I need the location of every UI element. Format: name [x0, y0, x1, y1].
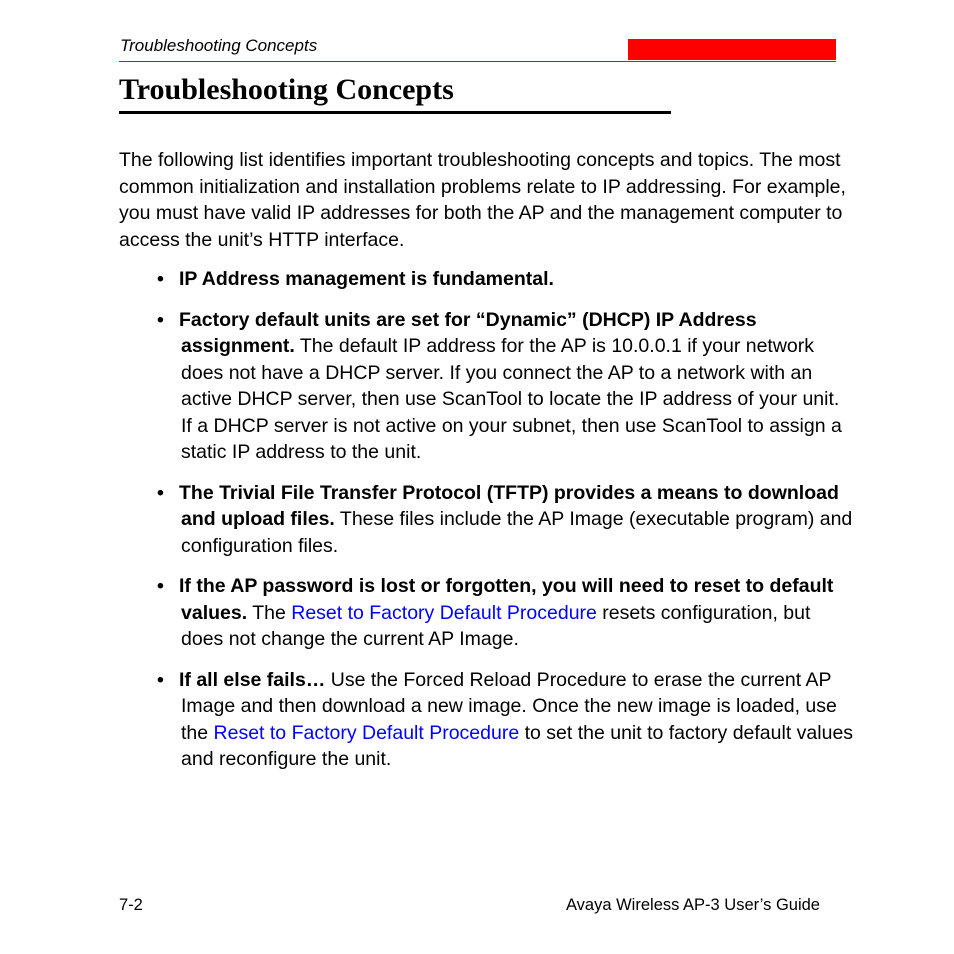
- bullet-icon: •: [157, 308, 164, 331]
- intro-paragraph: The following list identifies important troubleshooting concepts and topics. The most common initialization and installation problems relate to IP addressing. For example, you must have valid IP addresses for both the AP and the management computer to access the unit’s HTTP interface.: [119, 149, 846, 251]
- bullet-icon: •: [157, 575, 164, 597]
- list-item-text: resets configuration, but does not change the current AP Image.: [181, 601, 811, 650]
- list-item: [119, 307, 854, 466]
- title-underline: [119, 111, 671, 114]
- list-item-text: These files include the AP Image (executable program) and configuration files.: [181, 508, 853, 557]
- page-number: 7-2: [119, 896, 143, 914]
- list-item: [119, 667, 854, 773]
- footer-book-title: Avaya Wireless AP-3 User’s Guide: [565, 896, 820, 914]
- list-item-text: The default IP address for the AP is 10.0.0.1 if your network does not have a DHCP server. If you connect the AP to a network with an active DHCP server, then use ScanTool to locate the IP address of your unit. If a DHCP server is not active on your subnet, then use ScanTool to assign a static IP address to the unit.: [181, 335, 842, 463]
- page-title: Troubleshooting Concepts: [119, 73, 454, 106]
- reset-procedure-link[interactable]: Reset to Factory Default Procedure: [291, 601, 597, 624]
- bullet-icon: •: [157, 668, 164, 691]
- list-item-bold: If all else fails…: [179, 668, 326, 691]
- concept-list: [119, 266, 854, 773]
- bullet-icon: •: [157, 481, 164, 504]
- list-item-bold: The Trivial File Transfer Protocol (TFTP) provides a means to download and upload files.: [179, 481, 839, 530]
- list-item-bold: Factory default units are set for “Dynamic” (DHCP) IP Address assignment.: [179, 308, 757, 357]
- page-body: [119, 147, 854, 787]
- list-item: [119, 266, 854, 293]
- list-item: [119, 480, 854, 560]
- bullet-icon: •: [157, 268, 164, 290]
- list-item-bold: If the AP password is lost or forgotten, you will need to reset to default values.: [179, 575, 834, 624]
- list-item-text: The: [247, 601, 292, 624]
- header-rule: [119, 61, 836, 62]
- list-item-text: to set the unit to factory default values and reconfigure the unit.: [181, 721, 854, 770]
- running-header-title: Troubleshooting Concepts: [120, 36, 318, 55]
- list-item: [119, 573, 854, 653]
- list-item-text: Use the Forced Reload Procedure to erase the current AP Image and then download a new image. Once the new image is loaded, use the: [181, 668, 837, 744]
- reset-procedure-link[interactable]: Reset to Factory Default Procedure: [213, 721, 520, 744]
- header-accent-bar: [628, 39, 836, 60]
- list-item-bold: IP Address management is fundamental.: [179, 268, 554, 290]
